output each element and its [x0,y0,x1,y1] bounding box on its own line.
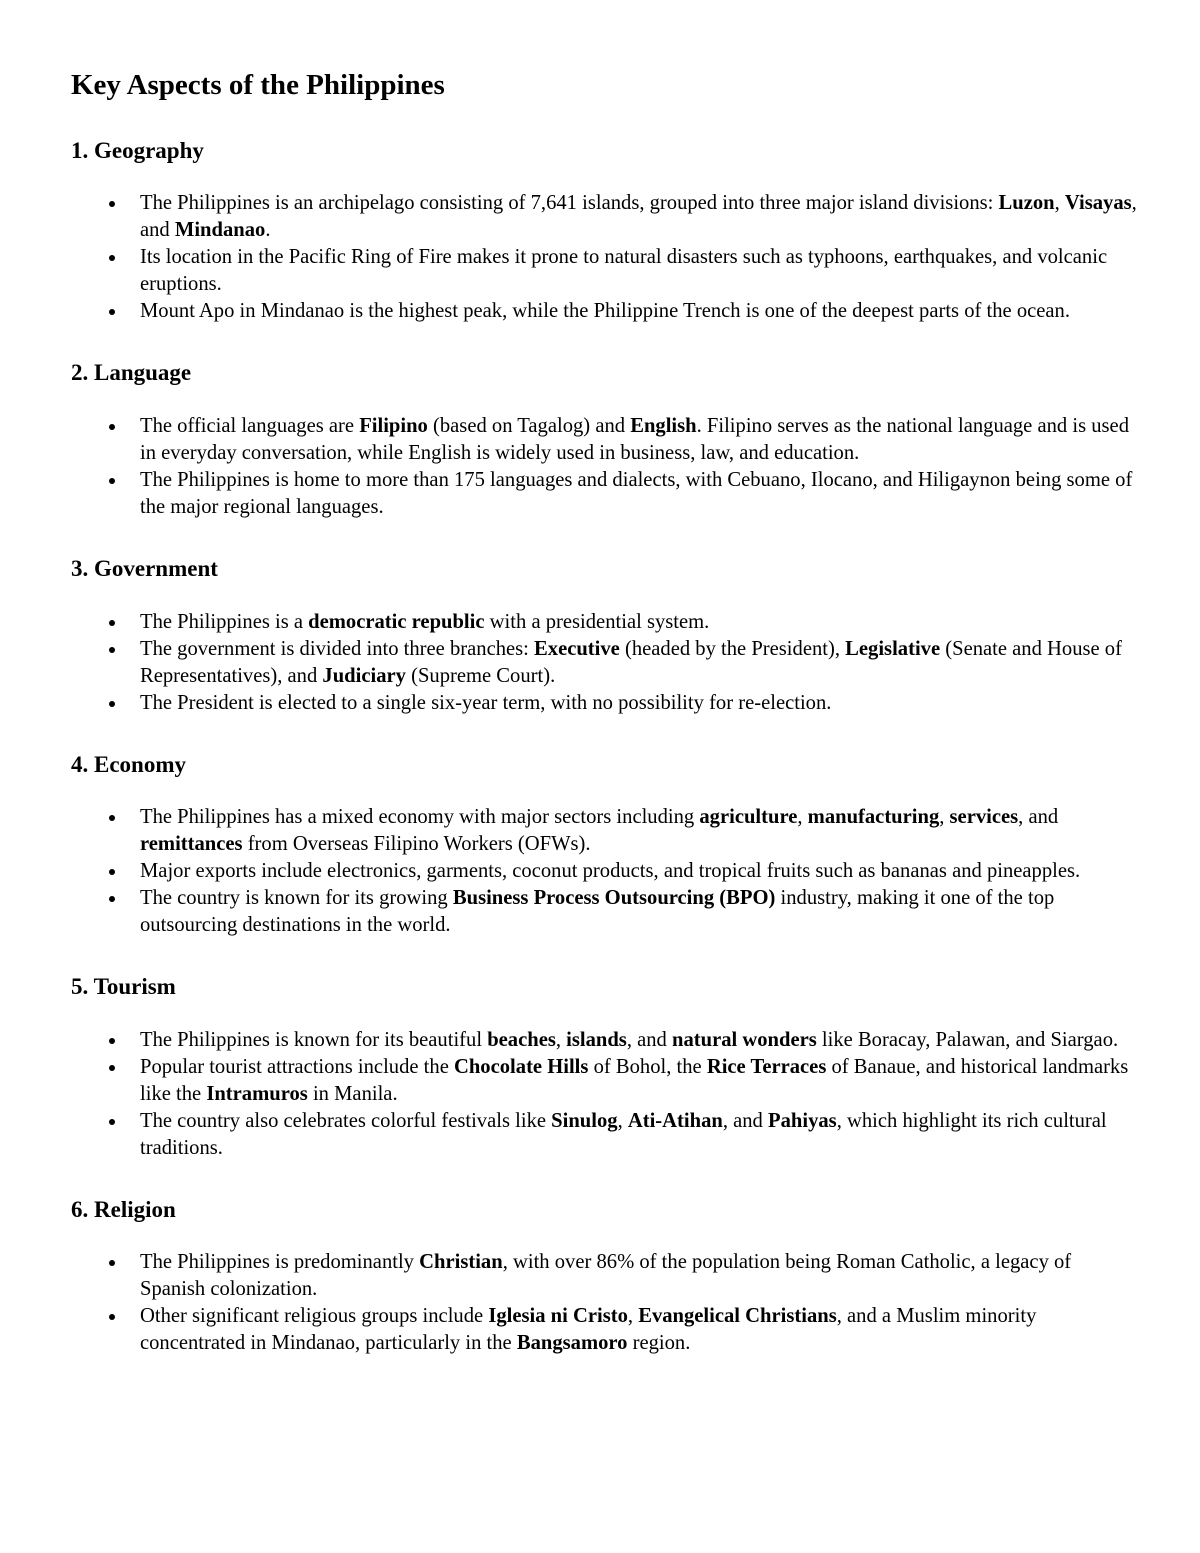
body-text: in Manila. [307,1082,398,1105]
bullet-icon [109,896,115,902]
body-text: The country also celebrates colorful festivals like [140,1109,552,1132]
bullet-icon [109,424,115,430]
bullet-icon [109,478,115,484]
body-text: Major exports include electronics, garments, coconut products, and tropical fruits such as bananas and pineapples. [140,860,1081,883]
bullet-icon [109,620,115,626]
bullet-icon [109,1314,115,1320]
body-text: , and a Muslim minority concentrated in Mindanao, particularly in the [140,1305,1037,1355]
section-heading: 4. Economy [71,751,186,777]
list-item [71,298,1141,325]
bold-text: Chocolate Hills [453,1055,589,1078]
section-heading: 3. Government [71,555,218,581]
bullet-icon [109,869,115,875]
body-text: (based on Tagalog) and [427,414,631,437]
body-text: like Boracay, Palawan, and Siargao. [816,1028,1119,1051]
list-item [71,1054,1141,1108]
bold-text: Business Process Outsourcing (BPO) [452,887,776,910]
bullet-list [71,609,1141,717]
body-text: Other significant religious groups include [140,1305,489,1328]
list-item [71,885,1141,939]
bullet-list [71,1027,1141,1162]
body-text: with a presidential system. [484,610,710,633]
bullet-list [71,413,1141,521]
bullet-icon [109,1038,115,1044]
list-item [71,636,1141,690]
bold-text: Judiciary [322,664,406,687]
body-text: The Philippines is an archipelago consisting of 7,641 islands, grouped into three major island divisions: [140,192,999,215]
list-item [71,1027,1141,1054]
body-text: , and [722,1109,769,1132]
body-text: The government is divided into three branches: [140,637,535,660]
body-text: Mount Apo in Mindanao is the highest peak, while the Philippine Trench is one of the deepest parts of the ocean. [140,300,1070,323]
bold-text: manufacturing [807,806,940,829]
body-text: , [939,806,950,829]
body-text: Its location in the Pacific Ring of Fire makes it prone to natural disasters such as typhoons, earthquakes, and volcanic eruptions. [140,246,1108,296]
bullet-icon [109,201,115,207]
bold-text: Filipino [359,414,428,437]
bullet-list [71,1249,1141,1357]
bold-text: Iglesia ni Cristo [488,1305,628,1328]
body-text: , [617,1109,628,1132]
list-item [71,1108,1141,1162]
list-item [71,609,1141,636]
bold-text: natural wonders [672,1028,817,1051]
bullet-icon [109,1260,115,1266]
body-text: of Banaue, and historical landmarks like the [140,1055,1129,1105]
bold-text: Visayas [1064,192,1132,215]
list-item [71,1303,1141,1357]
bold-text: democratic republic [308,610,485,633]
body-text: The Philippines is a [140,610,309,633]
list-item [71,467,1141,521]
body-text: Popular tourist attractions include the [140,1055,454,1078]
bold-text: Evangelical Christians [638,1305,837,1328]
body-text: , and [626,1028,673,1051]
body-text: , with over 86% of the population being Roman Catholic, a legacy of Spanish colonization. [140,1251,1072,1301]
body-text: , [555,1028,567,1051]
bullet-list [71,804,1141,939]
list-item [71,244,1141,298]
document-page [71,68,1141,1391]
bold-text: Mindanao [174,219,266,242]
bullet-list [71,190,1141,325]
body-text: from Overseas Filipino Workers (OFWs). [242,833,591,856]
list-item [71,1249,1141,1303]
body-text: , [1054,192,1065,215]
bold-text: Executive [534,637,620,660]
list-item [71,858,1141,885]
body-text: The President is elected to a single six-year term, with no possibility for re-election. [140,691,832,714]
body-text: , and [1018,806,1059,829]
bullet-icon [109,647,115,653]
body-text: The Philippines is home to more than 175 languages and dialects, with Cebuano, Ilocano, and Hiligaynon being some of the major regional languages. [140,468,1133,518]
bold-text: Luzon [998,192,1055,215]
bold-text: remittances [140,833,243,856]
body-text: . [265,219,271,242]
list-item [71,190,1141,244]
bullet-icon [109,309,115,315]
bold-text: islands [566,1028,627,1051]
bullet-icon [109,701,115,707]
list-item [71,413,1141,467]
body-text: The Philippines has a mixed economy with major sectors including [140,806,700,829]
bold-text: Ati-Atihan [627,1109,723,1132]
body-text: The Philippines is known for its beautiful [140,1028,488,1051]
bold-text: English [630,414,697,437]
document-title: Key Aspects of the Philippines [71,69,445,101]
bold-text: Legislative [845,637,941,660]
body-text: (Senate and House of Representatives), and [140,637,1122,687]
body-text: of Bohol, the [588,1055,707,1078]
section-heading: 6. Religion [71,1196,176,1222]
body-text: region. [627,1332,691,1355]
bold-text: beaches [487,1028,556,1051]
section-heading: 5. Tourism [71,974,176,1000]
body-text: , which highlight its rich cultural traditions. [140,1109,1107,1159]
bold-text: Rice Terraces [706,1055,827,1078]
body-text: (Supreme Court). [405,664,556,687]
body-text: (headed by the President), [619,637,846,660]
bold-text: Sinulog [551,1109,618,1132]
bold-text: Intramuros [206,1082,308,1105]
list-item [71,804,1141,858]
body-text: The official languages are [140,414,360,437]
body-text: , [627,1305,639,1328]
bullet-icon [109,1119,115,1125]
body-text: , and [140,192,1137,242]
bold-text: services [949,806,1019,829]
bold-text: Bangsamoro [516,1332,628,1355]
bold-text: agriculture [699,806,798,829]
body-text: , [797,806,808,829]
bold-text: Christian [419,1251,503,1274]
bullet-icon [109,1065,115,1071]
body-text: The Philippines is predominantly [140,1251,420,1274]
body-text: The country is known for its growing [140,887,453,910]
list-item [71,690,1141,717]
bullet-icon [109,815,115,821]
bold-text: Pahiyas [768,1109,837,1132]
document-body [71,137,1141,1358]
section-heading: 1. Geography [71,137,204,163]
bullet-icon [109,255,115,261]
body-text: industry, making it one of the top outsourcing destinations in the world. [140,887,1055,937]
section-heading: 2. Language [71,360,192,386]
body-text: . Filipino serves as the national language and is used in everyday conversation, while English is widely used in business, law, and education. [140,414,1129,464]
